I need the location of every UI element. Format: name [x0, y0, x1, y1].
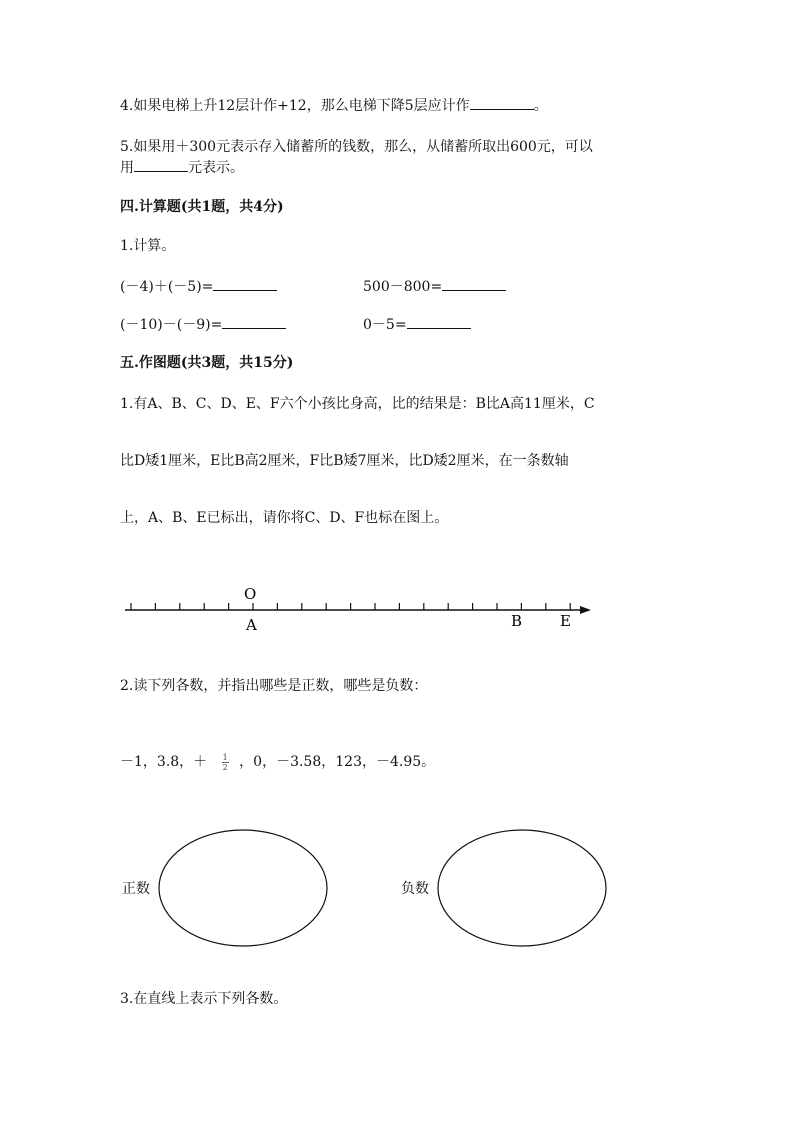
calc-expression: 0－5=: [363, 317, 407, 333]
point-label-e: E: [560, 612, 571, 630]
fraction-one-half: [222, 753, 229, 772]
calc-title: 1.计算。: [120, 238, 176, 254]
positive-ellipse: [159, 830, 327, 946]
negative-label: 负数: [401, 881, 429, 897]
draw-question-1-line2: 比D矮1厘米，E比B高2厘米，F比B矮7厘米，比D矮2厘米，在一条数轴: [120, 453, 569, 469]
draw-question-1-line3: 上，A、B、E已标出，请你将C、D、F也标在图上。: [120, 510, 449, 526]
draw-question-1-line1: 1.有A、B、C、D、E、F六个小孩比身高，比的结果是：B比A高11厘米，C: [120, 396, 595, 412]
numbers-after: ，0，－3.58，123，－4.95。: [239, 754, 436, 770]
fraction-numerator: 1: [222, 752, 228, 762]
section-4-heading: 四.计算题(共1题，共4分): [120, 199, 284, 215]
fraction-denominator: 2: [222, 762, 228, 772]
calc-expression: (－10)－(－9)=: [120, 317, 223, 333]
section-5-heading: 五.作图题(共3题，共15分): [120, 355, 294, 371]
arrow-head-icon: [580, 606, 591, 614]
point-label-a: A: [246, 616, 257, 634]
draw-question-2-title: 2.读下列各数，并指出哪些是正数，哪些是负数：: [120, 678, 428, 694]
numbers-before: －1，3.8，＋: [120, 754, 208, 770]
positive-label: 正数: [122, 881, 150, 897]
question-4-suffix: 。: [533, 98, 548, 114]
number-line-ticks: [131, 603, 570, 610]
draw-question-3-title: 3.在直线上表示下列各数。: [120, 991, 288, 1007]
calc-expression: 500－800=: [363, 279, 443, 295]
question-5-prefix: 用: [120, 160, 134, 176]
numbers-list: [120, 752, 435, 772]
negative-ellipse: [438, 830, 606, 946]
question-5-line1: 5.如果用＋300元表示存入储蓄所的钱数，那么，从储蓄所取出600元，可以: [120, 139, 593, 155]
calc-expression: (－4)＋(－5)=: [120, 279, 214, 295]
origin-label: O: [244, 585, 257, 603]
point-label-b: B: [511, 612, 523, 630]
question-4-text: 4.如果电梯上升12层计作+12，那么电梯下降5层应计作: [120, 98, 470, 114]
question-5-suffix: 元表示。: [188, 160, 244, 176]
